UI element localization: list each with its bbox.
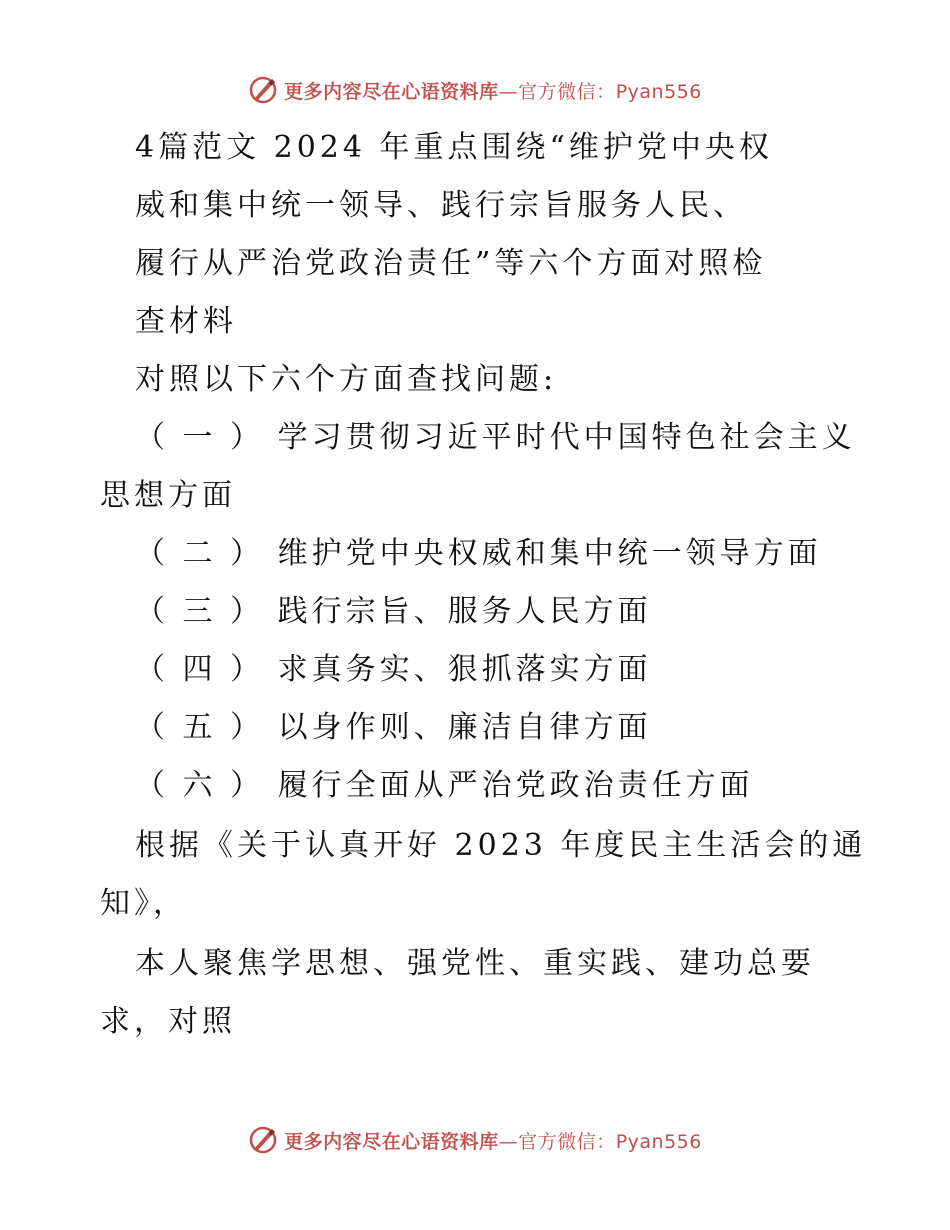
para2-line-1: 本人聚焦学思想、强党性、重实践、建功总要 <box>135 946 815 981</box>
item-2: （ 二 ） 维护党中央权威和集中统一领导方面 <box>135 536 822 571</box>
item-1-cont: 思想方面 <box>100 478 236 513</box>
item-1: （ 一 ） 学习贯彻习近平时代中国特色社会主义 <box>135 420 856 455</box>
item-3: （ 三 ） 践行宗旨、服务人民方面 <box>135 594 652 629</box>
pen-logo-icon <box>248 75 278 105</box>
para1-line-2: 知》， <box>100 886 187 921</box>
banner-text: 更多内容尽在心语资料库—官方微信：Pyan556 <box>284 80 702 103</box>
header-banner <box>0 70 950 110</box>
title-line-1: 4篇范文 2024 年重点围绕“维护党中央权 <box>135 130 773 165</box>
title-line-4: 查材料 <box>135 304 237 339</box>
pen-logo-icon <box>248 1125 278 1155</box>
item-5: （ 五 ） 以身作则、廉洁自律方面 <box>135 710 652 745</box>
para1-line-1: 根据《关于认真开好 2023 年度民主生活会的通 <box>135 828 867 863</box>
title-line-3: 履行从严治党政治责任”等六个方面对照检 <box>135 246 767 281</box>
footer-banner <box>0 1120 950 1160</box>
title-line-2: 威和集中统一领导、践行宗旨服务人民、 <box>135 188 747 223</box>
item-4: （ 四 ） 求真务实、狠抓落实方面 <box>135 652 652 687</box>
intro-text: 对照以下六个方面查找问题: <box>135 362 558 397</box>
banner-text: 更多内容尽在心语资料库—官方微信：Pyan556 <box>284 1130 702 1153</box>
item-6: （ 六 ） 履行全面从严治党政治责任方面 <box>135 768 754 803</box>
para2-line-2: 求，对照 <box>100 1004 236 1039</box>
